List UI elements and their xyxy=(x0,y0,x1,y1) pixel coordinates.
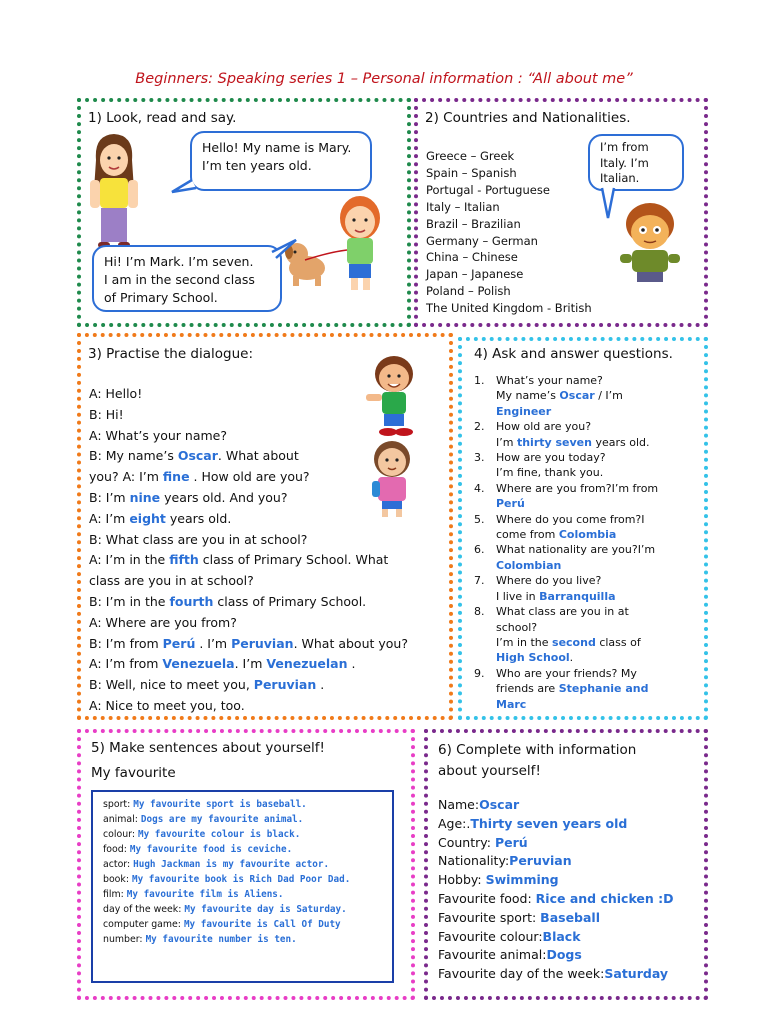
question-text: My name’s xyxy=(496,389,560,403)
answer-text: Peruvian xyxy=(253,677,317,693)
info-key: Favourite sport: xyxy=(438,909,541,925)
dialogue-text: A: Nice to meet you, too. xyxy=(89,697,245,713)
dialogue-line xyxy=(89,571,408,592)
question-item xyxy=(470,419,700,450)
answer-text: High School xyxy=(496,651,570,665)
question-text: class of xyxy=(595,635,641,649)
bubble-line: I am in the second class xyxy=(104,272,255,287)
question-item xyxy=(470,373,700,419)
answer-text: My favourite number is ten. xyxy=(145,934,297,945)
question-item xyxy=(470,573,700,604)
question-text: . xyxy=(569,651,574,665)
country-item: The United Kingdom - British xyxy=(426,301,592,316)
dialogue-text: B: I’m from xyxy=(89,635,163,651)
question-line xyxy=(496,527,700,542)
country-item: Poland – Polish xyxy=(426,284,511,299)
favourite-key: film: xyxy=(103,889,127,900)
question-line xyxy=(496,697,700,712)
favourite-item xyxy=(103,842,350,857)
question-text: come from xyxy=(496,528,559,542)
info-key: Age:. xyxy=(438,815,471,831)
question-text: school? xyxy=(496,620,538,634)
dialogue-line xyxy=(89,530,408,551)
question-text: What class are you in at xyxy=(496,605,629,619)
answer-text: Oscar xyxy=(479,797,520,812)
section2-heading: 2) Countries and Nationalities. xyxy=(425,110,631,126)
answer-text: My favourite sport is baseball. xyxy=(133,799,307,810)
answer-text: My favourite book is Rich Dad Poor Dad. xyxy=(132,874,351,885)
favourite-key: day of the week: xyxy=(103,904,185,915)
answer-text: Thirty seven years old xyxy=(470,815,628,831)
dialogue-line xyxy=(89,696,408,717)
answer-text: Perú xyxy=(494,834,528,850)
question-number: 9. xyxy=(474,666,485,680)
answer-text: Peruvian xyxy=(231,635,294,651)
favourite-key: book: xyxy=(103,874,132,885)
bubble-line: Hi! I’m Mark. I’m seven. xyxy=(104,254,254,269)
question-line xyxy=(496,573,700,588)
country-item: Greece – Greek xyxy=(426,149,515,163)
favourite-key: colour: xyxy=(103,829,139,840)
girl-mary-illustration xyxy=(84,130,144,255)
favourite-item xyxy=(103,932,350,947)
favourite-key: animal: xyxy=(103,814,141,825)
info-item xyxy=(438,796,674,815)
answer-text: fine xyxy=(162,469,190,485)
question-text: Who are your friends? My xyxy=(496,666,637,680)
question-line xyxy=(496,620,700,635)
info-item xyxy=(438,928,674,947)
info-key: Favourite day of the week: xyxy=(438,966,605,982)
girl-illustration xyxy=(358,437,426,519)
dialogue-text: . What about you? xyxy=(293,635,408,651)
info-key: Favourite colour: xyxy=(438,928,543,944)
dialogue-line xyxy=(89,550,408,571)
favourite-item xyxy=(103,887,350,902)
favourite-key: food: xyxy=(103,844,130,855)
bubble-line: Hello! My name is Mary. xyxy=(202,140,352,155)
favourite-key: number: xyxy=(103,934,146,945)
favourite-item xyxy=(103,827,350,842)
answer-text: My favourite film is Aliens. xyxy=(126,889,284,900)
italian-boy-illustration xyxy=(612,200,692,285)
question-text: I live in xyxy=(496,589,540,603)
question-line xyxy=(496,419,700,434)
favourite-key: actor: xyxy=(103,859,134,870)
answer-text: My favourite food is ceviche. xyxy=(129,844,293,855)
answer-text: My favourite is Call Of Duty xyxy=(183,919,341,930)
dialogue-text: . What about xyxy=(217,448,299,464)
favourite-item xyxy=(103,917,350,932)
question-line xyxy=(496,450,700,465)
question-text: How old are you? xyxy=(496,420,592,434)
answer-text: Venezuela xyxy=(162,656,235,672)
dialogue-text: . xyxy=(316,677,325,693)
question-item xyxy=(470,450,700,481)
dialogue-text: A: Where are you from? xyxy=(89,614,237,630)
question-line xyxy=(496,373,700,388)
dialogue-text: . I’m xyxy=(195,635,232,651)
dialogue-line xyxy=(89,675,408,696)
question-number: 1. xyxy=(474,374,485,387)
question-number: 3. xyxy=(474,451,485,465)
page-title: Beginners: Speaking series 1 – Personal information : “All about me” xyxy=(135,71,633,87)
question-number: 7. xyxy=(474,574,485,588)
personal-info-list xyxy=(438,796,674,984)
country-item: China – Chinese xyxy=(426,250,518,265)
bubble-line: of Primary School. xyxy=(104,290,218,305)
answer-text: second xyxy=(552,635,596,649)
info-item xyxy=(438,965,674,984)
answer-text: Saturday xyxy=(604,966,669,982)
section4-heading: 4) Ask and answer questions. xyxy=(474,346,673,362)
question-line xyxy=(496,512,700,527)
answer-text: Perú xyxy=(496,497,525,511)
question-line xyxy=(496,404,700,419)
question-text: I’m xyxy=(496,435,517,449)
question-number: 2. xyxy=(474,420,485,434)
dialogue-text: A: I’m in the xyxy=(89,552,170,568)
answer-text: Venezuelan xyxy=(266,656,348,672)
answer-text: Engineer xyxy=(496,404,552,418)
question-line xyxy=(496,388,700,403)
question-line xyxy=(496,496,700,511)
question-text: What’s your name? xyxy=(496,374,603,387)
countries-list xyxy=(426,148,592,317)
answer-text: fourth xyxy=(169,593,214,609)
favourite-key: computer game: xyxy=(103,919,184,930)
section6-heading-line: about yourself! xyxy=(438,762,541,779)
section6-heading xyxy=(438,740,636,781)
answer-text: eight xyxy=(129,510,166,526)
answer-text: Dogs are my favourite animal. xyxy=(140,814,304,825)
dialogue-line xyxy=(89,592,408,613)
country-item: Italy – Italian xyxy=(426,199,500,214)
country-item: Germany – German xyxy=(426,233,538,248)
question-text: years old. xyxy=(591,435,650,449)
question-line xyxy=(496,435,700,450)
answer-text: Peruvian xyxy=(509,853,572,869)
dialogue-text: A: Hello! xyxy=(89,386,143,401)
dialogue-text: class of Primary School. xyxy=(213,593,367,609)
answer-text: Colombian xyxy=(496,558,562,572)
question-text: Where are you from?I’m from xyxy=(496,481,659,495)
answer-text: Swimming xyxy=(485,872,559,888)
dialogue-text: A: I’m xyxy=(89,510,130,526)
answer-text: Baseball xyxy=(540,909,601,925)
info-key: Name: xyxy=(438,797,480,812)
dialogue-text: A: What’s your name? xyxy=(89,427,227,443)
answer-text: Black xyxy=(542,928,581,944)
question-text: How are you today? xyxy=(496,451,606,465)
answer-text: Barranquilla xyxy=(539,589,616,603)
question-text: What nationality are you?I’m xyxy=(496,543,656,557)
favourite-item xyxy=(103,797,350,812)
question-line xyxy=(496,666,700,681)
info-item xyxy=(438,834,674,853)
info-item xyxy=(438,871,674,890)
dialogue-text: B: Well, nice to meet you, xyxy=(89,677,254,693)
country-item: Portugal - Portuguese xyxy=(426,182,550,197)
dialogue-text: class of Primary School. What xyxy=(198,552,389,568)
dialogue-text: you? A: I’m xyxy=(89,469,163,485)
info-key: Favourite food: xyxy=(438,890,536,906)
answer-text: My favourite colour is black. xyxy=(138,829,301,840)
question-line xyxy=(496,558,700,573)
mary-speech-bubble xyxy=(190,131,372,191)
dialogue-text: . xyxy=(347,656,356,672)
answer-text: Dogs xyxy=(546,947,582,963)
question-line xyxy=(496,542,700,557)
question-number: 4. xyxy=(474,481,485,495)
info-item xyxy=(438,946,674,965)
question-text: Where do you live? xyxy=(496,574,602,588)
bubble-line: I’m ten years old. xyxy=(202,158,312,173)
country-item: Japan – Japanese xyxy=(426,267,524,282)
answer-text: Oscar xyxy=(559,389,595,403)
mark-speech-bubble xyxy=(92,245,282,312)
info-item xyxy=(438,852,674,871)
question-line xyxy=(496,650,700,665)
question-text: I’m fine, thank you. xyxy=(496,466,604,480)
dialogue-text: B: Hi! xyxy=(89,406,124,422)
section5-subheading: My favourite xyxy=(91,765,176,781)
dialogue-line xyxy=(89,613,408,634)
info-key: Nationality: xyxy=(438,853,510,869)
dialogue-text: . How old are you? xyxy=(189,469,310,485)
dialogue-text: years old. xyxy=(165,510,232,526)
dialogue-line xyxy=(89,634,408,655)
bubble-line: Italy. I’m xyxy=(600,155,649,170)
favourites-box xyxy=(91,790,394,983)
bubble-line: Italian. xyxy=(600,171,640,185)
question-text: / I’m xyxy=(594,389,623,403)
section6-heading-line: 6) Complete with information xyxy=(438,742,637,758)
answer-text: nine xyxy=(129,489,161,505)
favourite-key: sport: xyxy=(103,799,134,810)
info-key: Favourite animal: xyxy=(438,947,547,963)
favourite-item xyxy=(103,857,350,872)
country-item: Spain – Spanish xyxy=(426,165,517,180)
boy-oscar-illustration xyxy=(358,352,426,437)
question-item xyxy=(470,481,700,512)
dialogue-text: years old. And you? xyxy=(160,489,288,505)
dialogue-text: B: I’m xyxy=(89,489,130,505)
answer-text: Oscar xyxy=(177,448,218,464)
question-text: I’m in the xyxy=(496,635,553,649)
question-text: Where do you come from?I xyxy=(496,512,645,526)
section5-heading: 5) Make sentences about yourself! xyxy=(91,740,325,756)
boy-mark-with-dog-illustration xyxy=(285,190,395,295)
section3-heading: 3) Practise the dialogue: xyxy=(88,346,253,362)
info-item xyxy=(438,815,674,834)
answer-text: Colombia xyxy=(558,528,617,542)
answer-text: thirty seven xyxy=(516,435,592,449)
question-line xyxy=(496,481,700,496)
info-key: Country: xyxy=(438,834,495,850)
answer-text: Rice and chicken :D xyxy=(535,890,674,906)
answer-text: Perú xyxy=(162,635,196,651)
question-line xyxy=(496,465,700,480)
dialogue-text: class are you in at school? xyxy=(89,573,254,589)
favourites-list xyxy=(103,797,350,947)
questions-list xyxy=(470,373,700,712)
question-number: 5. xyxy=(474,512,485,526)
question-text: friends are xyxy=(496,682,559,696)
country-item: Brazil – Brazilian xyxy=(426,216,521,231)
info-key: Hobby: xyxy=(438,872,486,888)
question-item xyxy=(470,512,700,543)
favourite-item xyxy=(103,812,350,827)
answer-text: fifth xyxy=(169,552,199,568)
info-item xyxy=(438,909,674,928)
question-number: 8. xyxy=(474,605,485,619)
dialogue-text: A: I’m from xyxy=(89,656,163,672)
italian-boy-speech-bubble xyxy=(588,134,684,191)
question-item xyxy=(470,542,700,573)
answer-text: Hugh Jackman is my favourite actor. xyxy=(133,859,330,870)
dialogue-text: B: What class are you in at school? xyxy=(89,531,308,547)
question-item xyxy=(470,604,700,666)
dialogue-line xyxy=(89,654,408,675)
question-line xyxy=(496,635,700,650)
dialogue-text: B: My name’s xyxy=(89,448,178,464)
mark-bubble-tail xyxy=(270,238,300,260)
answer-text: Stephanie and xyxy=(558,682,649,696)
answer-text: My favourite day is Saturday. xyxy=(184,904,347,915)
question-line xyxy=(496,589,700,604)
mary-bubble-tail xyxy=(170,178,200,196)
question-line xyxy=(496,604,700,619)
question-item xyxy=(470,666,700,712)
favourite-item xyxy=(103,872,350,887)
dialogue-text: . I’m xyxy=(234,656,267,672)
info-item xyxy=(438,890,674,909)
dialogue-text: B: I’m in the xyxy=(89,593,170,609)
bubble-line: I’m from xyxy=(600,140,649,154)
question-number: 6. xyxy=(474,543,485,557)
answer-text: Marc xyxy=(496,697,527,711)
favourite-item xyxy=(103,902,350,917)
section1-heading: 1) Look, read and say. xyxy=(88,110,237,126)
question-line xyxy=(496,681,700,696)
